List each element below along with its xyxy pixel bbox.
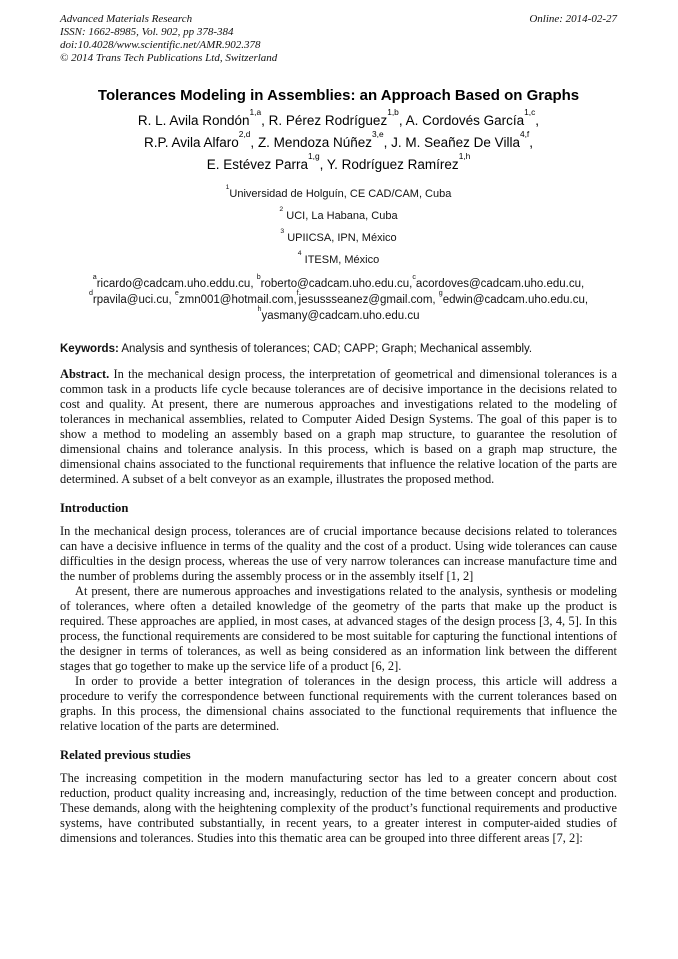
affiliation: $^4$ ITESM, México (297, 249, 380, 266)
email-superscript: h (257, 304, 262, 313)
abstract-label: Abstract. (60, 367, 110, 381)
author-line (60, 107, 617, 132)
author: E. Estévez Parra$^{1,g}$, (206, 151, 327, 172)
author: Y. Rodríguez Ramírez$^{1,h}$ (326, 151, 471, 172)
author-line (60, 151, 617, 176)
email-superscript: b (256, 272, 261, 281)
abstract-text: In the mechanical design process, the interpretation of geometrical and dimensional tolerances is a common task in a products life cycle because tolerances are of decisive importance in the decisions related to cost and quality. At present, there are numerous approaches and investigations related to the modeling of tolerances in mechanical assemblies, related to Computer Aided Design Systems. The goal of this paper is to show a method to modeling an assembly based on a graph map structure, to guarantee the resolution of dimensional chains and tolerance analysis. In this process, which is based on a graph map structure, the dimensional chains associated to the functional requirements that influence the relative location of the parts are determined. A subset of a belt conveyor as an example, illustrates the proposed method. (60, 367, 617, 486)
keywords-text: Analysis and synthesis of tolerances; CAD; CAPP; Graph; Mechanical assembly. (121, 343, 533, 355)
email-list (60, 272, 617, 324)
email-line (60, 272, 617, 292)
author-superscript: 1,h (458, 151, 471, 162)
author-superscript: 1,g (307, 151, 320, 162)
email-superscript: g (438, 288, 443, 297)
author-superscript: 1,a (249, 107, 262, 118)
affiliation-superscript: 1 (225, 183, 230, 191)
email: $^a$ricardo@cadcam.uho.eddu.cu, (92, 272, 257, 290)
author: A. Cordovés García$^{1,c}$, (405, 107, 540, 128)
section (60, 748, 617, 846)
affiliation-list (60, 183, 617, 271)
author: Z. Mendoza Núñez$^{3,e}$, (257, 129, 392, 150)
paragraph: In order to provide a better integration of tolerances in the design process, this article will address a procedure to verify the correspondence between functional requirements with the current tolerances based on graphs. In this process, the dimensional chains associated to the functional requirements that influence the relative location of the parts are determined. (60, 674, 617, 733)
author-superscript: 3,e (372, 129, 384, 140)
affiliation: $^3$ UPIICSA, IPN, México (280, 227, 397, 244)
author: R.P. Avila Alfaro$^{2,d}$, (143, 129, 258, 150)
author: R. L. Avila Rondón$^{1,a}$, (137, 107, 269, 128)
email-line (60, 304, 617, 324)
author-superscript: 1,b (387, 107, 399, 118)
sections-container (60, 501, 617, 846)
email-superscript: a (92, 272, 97, 281)
author-list (60, 107, 617, 176)
paragraph: At present, there are numerous approaches and investigations related to the analysis, synthesis or modeling of tolerances, where often a detailed knowledge of the geometry of the parts that make up the product is required. These approaches are applied, in most cases, at advanced stages of the design process [3, 4, 5]. In this process, the functional requirements are considered to be most suitable for capturing the functional intentions of the designer in terms of tolerances, as well as being considered as an information link between the different stages that go together to make up the service life of a product [6, 2]. (60, 584, 617, 673)
journal-header-left (60, 13, 277, 65)
keywords-line (60, 342, 617, 357)
email-superscript: e (174, 288, 179, 297)
email-line (60, 288, 617, 308)
doi-line: doi:10.4028/www.scientific.net/AMR.902.378 (60, 39, 261, 51)
author: J. M. Seañez De Villa$^{4,f}$, (391, 129, 534, 150)
affiliation-superscript: 4 (297, 249, 302, 257)
author-line (60, 129, 617, 154)
email: $^f$jesussseanez@gmail.com, (296, 288, 439, 306)
abstract-paragraph (60, 367, 617, 487)
paragraph: In the mechanical design process, tolerances are of crucial importance because decisions related to tolerances can have a decisive influence in terms of the quality and the cost of a product. Using wide tolerances can cause difficulties in the design process, whereas the use of very narrow tolerances can increase manufacture time and the number of problems during the assembly process or in the assembly itself [1, 2] (60, 524, 617, 583)
issn-line: ISSN: 1662-8985, Vol. 902, pp 378-384 (60, 26, 234, 38)
email: $^g$edwin@cadcam.uho.edu.cu, (438, 288, 589, 306)
copyright-line: © 2014 Trans Tech Publications Ltd, Switzerland (60, 52, 278, 64)
email: $^d$rpavila@uci.cu, (88, 288, 175, 306)
affiliation-superscript: 2 (279, 205, 284, 213)
affiliation-superscript: 3 (280, 227, 285, 235)
author-superscript: 1,c (524, 107, 536, 118)
affiliation: $^2$ UCI, La Habana, Cuba (279, 205, 398, 222)
email-superscript: f (296, 288, 299, 297)
journal-title: Advanced Materials Research (60, 13, 193, 25)
author-superscript: 2,d (238, 129, 251, 140)
affiliation: $^1$Universidad de Holguín, CE CAD/CAM, Cuba (225, 183, 452, 200)
email: $^e$zmn001@hotmail.com, (174, 288, 297, 306)
email-superscript: d (88, 288, 93, 297)
author: R. Pérez Rodríguez$^{1,b}$, (268, 107, 406, 128)
section-heading: Introduction (60, 501, 129, 515)
paper-title: Tolerances Modeling in Assemblies: an Approach Based on Graphs (97, 87, 580, 104)
paragraph: The increasing competition in the modern manufacturing sector has led to a greater concern about cost reduction, product quality increasing and, increasingly, reduction of the time between concept and production. These demands, along with the heightening complexity of the product’s functional requirements and productive systems, have contributed substantially, in recent years, to a greater interest in computer-aided studies of dimensions and tolerances. Studies into this thematic area can be grouped into three different areas [7, 2]: (60, 771, 617, 845)
author-superscript: 4,f (519, 129, 530, 140)
journal-header (60, 13, 617, 65)
online-date: Online: 2014-02-27 (529, 13, 617, 25)
section-heading: Related previous studies (60, 748, 191, 762)
section (60, 501, 617, 734)
email: $^c$acordoves@cadcam.uho.edu.cu, (412, 272, 585, 290)
email: $^b$roberto@cadcam.uho.edu.cu, (256, 272, 413, 290)
keywords-label: Keywords: (60, 343, 119, 355)
email: $^h$yasmany@cadcam.uho.edu.cu (257, 304, 420, 322)
email-superscript: c (412, 272, 416, 281)
